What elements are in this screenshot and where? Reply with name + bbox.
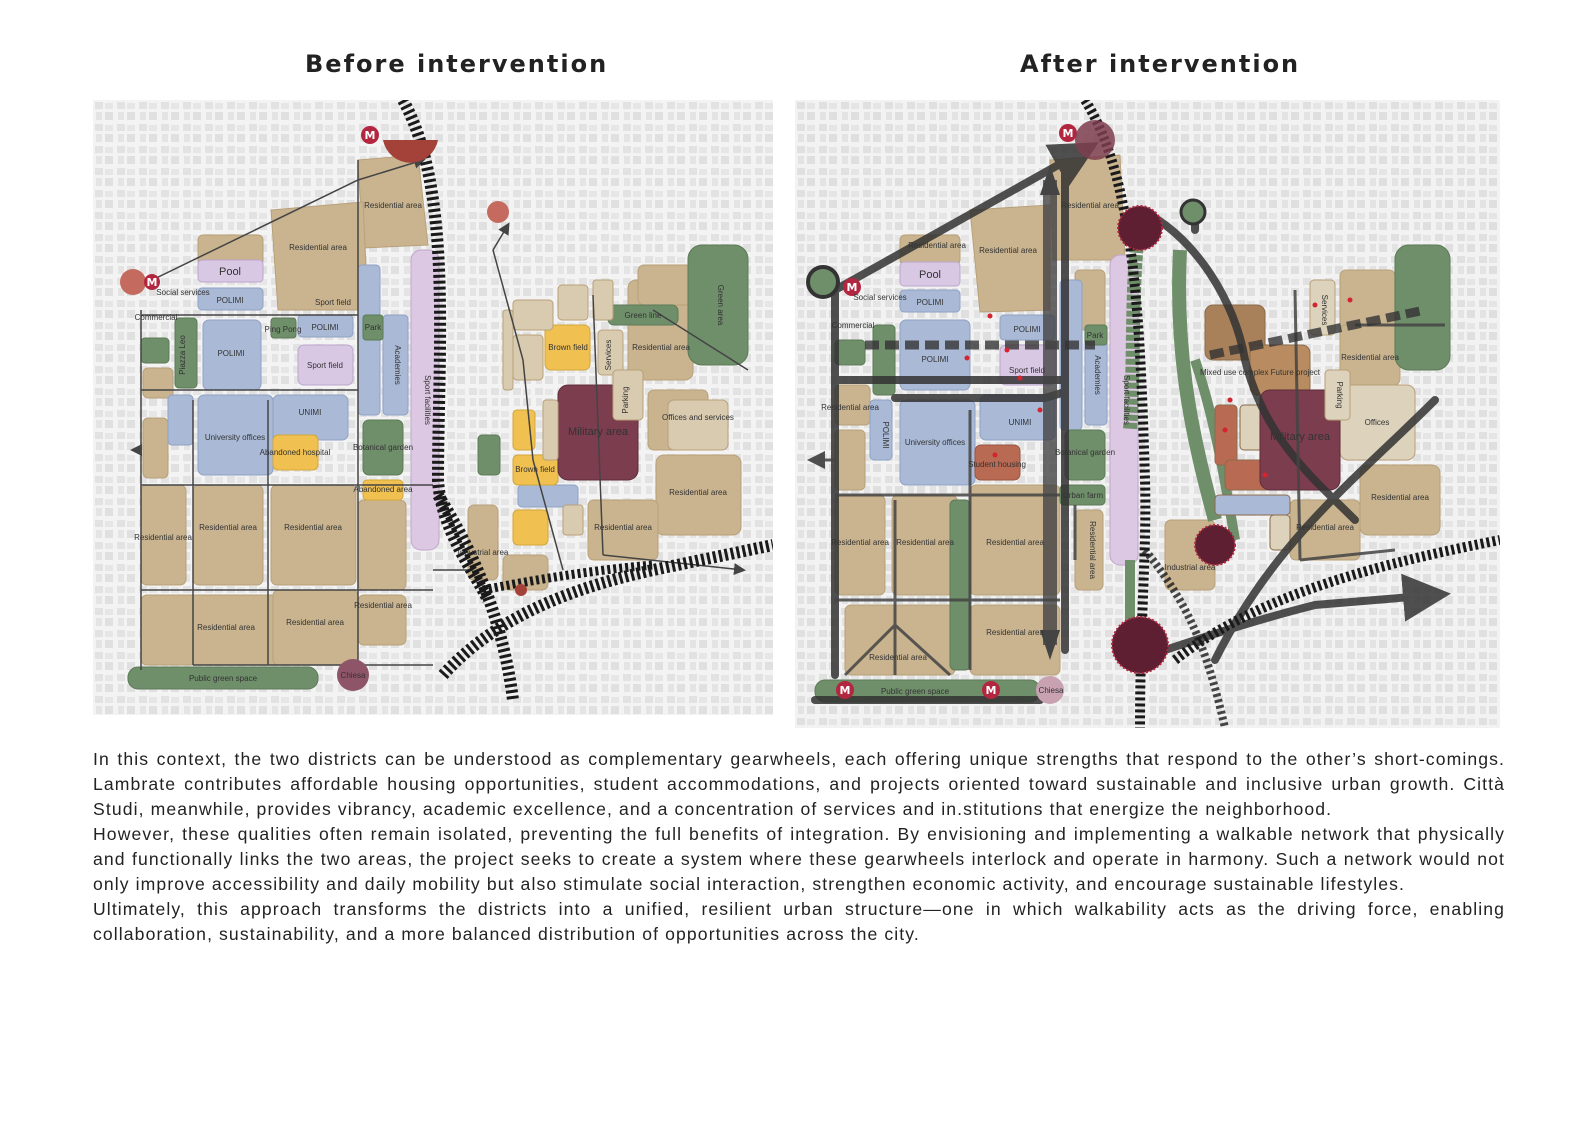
label-polimi: POLIMI: [216, 296, 244, 305]
label-residential-area: Residential area: [821, 403, 879, 412]
residential-block: [970, 205, 1050, 312]
label-industrial-area: Industrial area: [457, 548, 509, 557]
green-block: [835, 340, 865, 365]
label-polimi: POLIMI: [1013, 325, 1041, 334]
green-block: [478, 435, 500, 475]
label-chiesa: Chiesa: [340, 671, 366, 680]
label-services: Services: [1320, 294, 1329, 326]
green-corridor: [950, 500, 970, 670]
metro-label: M: [1062, 127, 1074, 140]
hub-circle: [1118, 206, 1162, 250]
label-social-services: Social services: [156, 288, 210, 297]
before-map: [93, 100, 773, 715]
after-title: After intervention: [1020, 50, 1301, 78]
before-title: Before intervention: [305, 50, 609, 78]
label-university-offices: University offices: [904, 438, 966, 447]
student-block: [1215, 405, 1237, 465]
label-residential-area: Residential area: [1061, 201, 1119, 210]
block: [513, 300, 553, 330]
hub-circle: [1195, 525, 1235, 565]
metro-label: M: [985, 684, 997, 697]
label-green-line: Green line: [624, 311, 662, 320]
label-polimi: POLIMI: [881, 421, 890, 449]
label-mixed-use: Mixed use complex Future project: [1199, 368, 1321, 377]
hub-circle: [1181, 200, 1205, 224]
label-parking: Parking: [621, 386, 630, 414]
label-residential-area: Residential area: [134, 533, 192, 542]
label-residential-area: Residential area: [364, 201, 422, 210]
label-academies: Academies: [1093, 355, 1102, 395]
station-circle: [120, 269, 146, 295]
label-chiesa: Chiesa: [1038, 686, 1064, 695]
green-block: [141, 338, 169, 363]
label-brown-field: Brown field: [548, 343, 588, 352]
label-public-green-space: Public green space: [188, 674, 258, 683]
label-university-offices: University offices: [204, 433, 266, 442]
block: [503, 310, 513, 390]
metro-label: M: [846, 281, 858, 294]
label-sport-facilities: Sport facilities: [1122, 375, 1131, 425]
label-military-area: Military area: [1270, 431, 1330, 443]
paragraph: However, these qualities often remain isolated, preventing the full benefits of integration. By envisioning and implementing a walkable network that physically and functionally links the two areas, the project seeks to create a system where these gearwheels interlock and operate in harmony. Such a network would not only improve accessibility and daily mobility but also stimulate social interaction, strengthen economic activity, and encourage sustainable lifestyles.: [93, 824, 1505, 894]
label-commercial: Commercial: [831, 321, 875, 330]
label-residential-area: Residential area: [1296, 523, 1354, 532]
label-pool: Pool: [218, 266, 242, 278]
hub-circle: [808, 267, 838, 297]
label-residential-area: Residential area: [286, 618, 344, 627]
metro-label: M: [146, 276, 158, 289]
hub-circle: [1112, 617, 1168, 673]
label-residential-area: Residential area: [197, 623, 255, 632]
label-student-housing: Student housing: [968, 460, 1026, 469]
label-ping-pong: Ping Pong: [264, 325, 302, 334]
polimi-block: [168, 395, 193, 445]
label-residential-area: Residential area: [284, 523, 342, 532]
block: [558, 285, 588, 320]
label-parking: Parking: [1335, 381, 1344, 409]
label-botanical-garden: Botanical garden: [1054, 448, 1116, 457]
after-map: [795, 100, 1500, 728]
label-residential-area: Residential area: [289, 243, 347, 252]
label-sport-facilities: Sport facilities: [423, 375, 432, 425]
station-dot: [515, 584, 527, 596]
description-text: [93, 747, 1505, 947]
label-polimi: POLIMI: [916, 298, 944, 307]
label-military-area: Military area: [568, 426, 628, 438]
label-residential-area: Residential area: [669, 488, 727, 497]
label-pool: Pool: [918, 269, 942, 281]
label-polimi: POLIMI: [921, 355, 949, 364]
label-sport-field: Sport field: [1008, 366, 1046, 375]
label-residential-area: Residential area: [354, 601, 412, 610]
residential-block: [193, 485, 263, 585]
residential-block: [835, 430, 865, 490]
residential-block: [273, 590, 358, 665]
label-park: Park: [1086, 331, 1104, 340]
label-unimi: UNIMI: [298, 408, 322, 417]
green-area-block: [1395, 245, 1450, 370]
polimi-block: [518, 485, 578, 507]
label-green-area: Green area: [716, 284, 725, 326]
label-residential-area: Residential area: [869, 653, 927, 662]
residential-block: [143, 418, 168, 478]
label-residential-area: Residential area: [1341, 353, 1399, 362]
label-residential-area: Residential area: [1371, 493, 1429, 502]
residential-block: [358, 500, 406, 590]
label-residential-area: Residential area: [979, 246, 1037, 255]
label-residential-area: Residential area: [199, 523, 257, 532]
block: [563, 505, 583, 535]
block: [543, 400, 558, 460]
label-urban-farm: Urban farm: [1062, 491, 1104, 500]
label-residential-area: Residential area: [594, 523, 652, 532]
hub-circle: [1075, 120, 1115, 160]
label-sport-field: Sport field: [314, 298, 352, 307]
offices-block: [668, 400, 728, 450]
label-piazza-leo: Piazza Leo: [178, 335, 187, 375]
label-brown-field: Brown field: [515, 465, 555, 474]
label-offices-and-services: Offices and services: [662, 413, 734, 422]
label-commercial: Commercial: [134, 313, 178, 322]
label-residential-area: Residential area: [831, 538, 889, 547]
label-residential-area: Residential area: [632, 343, 690, 352]
station-circle: [487, 201, 509, 223]
label-residential-area: Residential area: [896, 538, 954, 547]
metro-label: M: [839, 684, 851, 697]
polimi-block: [273, 395, 348, 440]
label-polimi: POLIMI: [311, 323, 339, 332]
paragraph: Ultimately, this approach transforms the districts into a unified, resilient urban structure—one in which walkability acts as the driving force, enabling collaboration, sustainability, and a more balanced distribution of opportunities across the city.: [93, 899, 1505, 944]
label-academies: Academies: [393, 345, 402, 385]
residential-block: [638, 265, 693, 305]
label-offices: Offices: [1364, 418, 1390, 427]
label-abandoned-hospital: Abandoned hospital: [259, 448, 331, 457]
label-residential-area: Residential area: [1088, 521, 1097, 579]
label-botanical-garden: Botanical garden: [352, 443, 414, 452]
green-block: [873, 325, 895, 395]
residential-block: [271, 485, 356, 585]
label-abandoned-area: Abandoned area: [353, 485, 413, 494]
label-services: Services: [604, 339, 613, 371]
label-park: Park: [364, 323, 382, 332]
services-block: [593, 280, 613, 320]
label-residential-area: Residential area: [986, 628, 1044, 637]
residential-block: [271, 202, 368, 310]
offices-and-services-block: [1215, 495, 1290, 515]
metro-label: M: [364, 129, 376, 142]
label-polimi: POLIMI: [217, 349, 245, 358]
label-residential-area: Residential area: [986, 538, 1044, 547]
label-sport-field: Sport field: [306, 361, 344, 370]
residential-block: [143, 368, 173, 398]
label-public-green-space: Public green space: [880, 687, 950, 696]
paragraph: In this context, the two districts can be understood as complementary gearwheels, each offering unique strengths that respond to the other’s short-comings. Lambrate contributes affordable housing opportunities, student accommodations, and projects oriented toward sustainable and inclusive urban growth. Città Studi, meanwhile, provides vibrancy, academic excellence, and a concentration of services and in.stitutions that energize the neighborhood.: [93, 749, 1505, 819]
label-unimi: UNIMI: [1008, 418, 1032, 427]
yellow-block: [513, 510, 548, 545]
label-social-services: Social services: [853, 293, 907, 302]
label-residential-area: Residential area: [908, 241, 966, 250]
label-industrial-area: Industrial area: [1164, 563, 1216, 572]
